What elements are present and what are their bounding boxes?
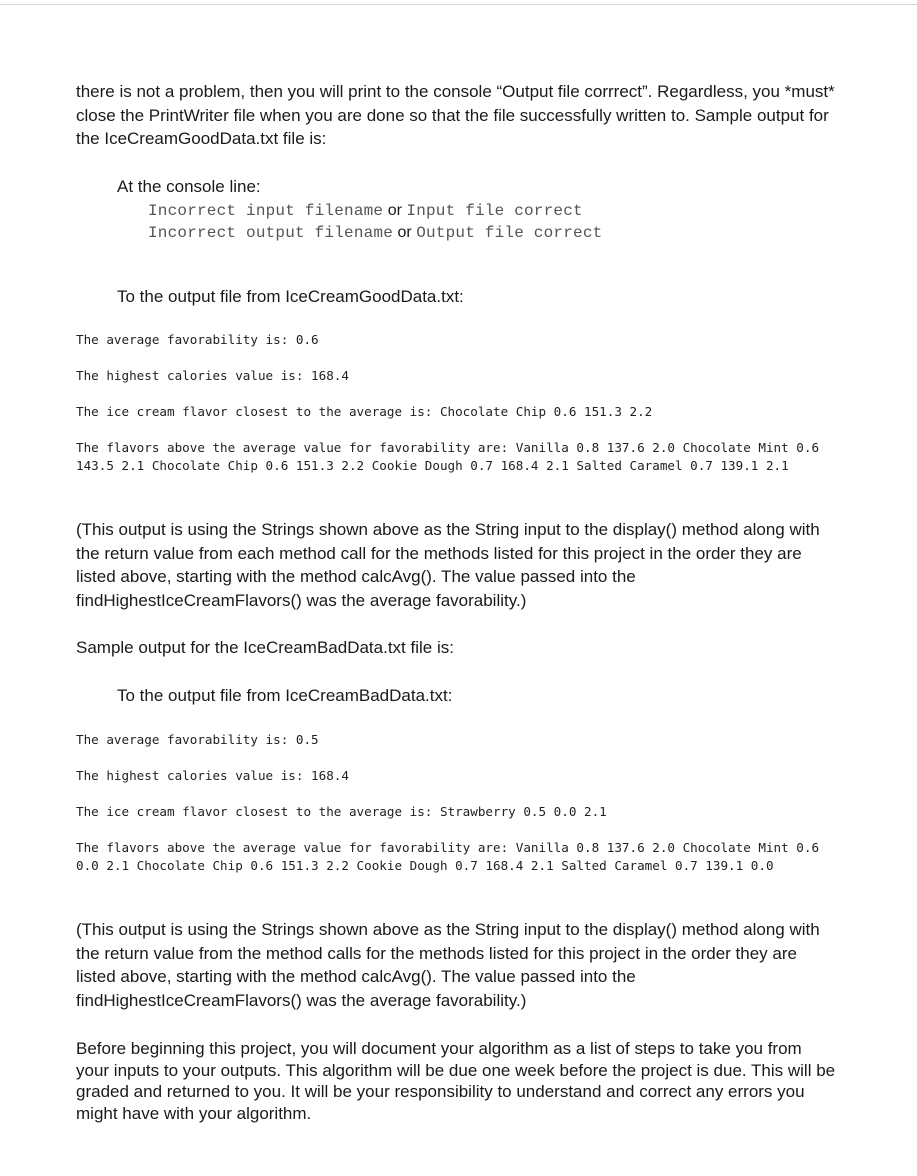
good-output-line: The average favorability is: 0.6 (76, 332, 319, 347)
good-output-heading: To the output file from IceCreamGoodData.txt: (117, 287, 464, 306)
console-output-error: Incorrect output filename (148, 224, 394, 242)
bad-output-line: The flavors above the average value for favorability are: Vanilla 0.8 137.6 2.0 Chocolate Mint 0.6 0.0 2.1 Chocolate Chip 0.6 151.3 2.2 Cookie Dough 0.7 168.4 2.1 Salted Caramel 0.7 139.1 0.0 (76, 840, 820, 873)
bad-output-line: The ice cream flavor closest to the average is: Strawberry 0.5 0.0 2.1 (76, 804, 607, 819)
intro-paragraph: there is not a problem, then you will print to the console “Output file corrrect”. Regardless, you *must* close the PrintWriter file when you are done so that the file successfully written to. Sample output for the IceCreamGoodData.txt file is: (76, 82, 835, 148)
good-output-line: The flavors above the average value for favorability are: Vanilla 0.8 137.6 2.0 Chocolate Mint 0.6 143.5 2.1 Chocolate Chip 0.6 151.3 2.2 Cookie Dough 0.7 168.4 2.1 Salted Caramel 0.7 139.1 2.1 (76, 440, 820, 473)
bad-output-note: (This output is using the Strings shown above as the String input to the display() method along with the return value from the method calls for the methods listed for this project in the order they are listed above, starting with the method calcAvg(). The value passed into the findHighestIceCreamFlavors() was the average favorability.) (76, 920, 820, 1010)
good-output-line: The highest calories value is: 168.4 (76, 368, 349, 383)
bad-sample-intro: Sample output for the IceCreamBadData.txt file is: (76, 638, 454, 657)
bad-output-line: The average favorability is: 0.5 (76, 732, 319, 747)
bad-output-line: The highest calories value is: 168.4 (76, 768, 349, 783)
console-output-ok: Output file correct (416, 224, 603, 242)
console-heading: At the console line: (117, 177, 261, 196)
bad-output-heading: To the output file from IceCreamBadData.txt: (117, 686, 453, 705)
page-top-border (0, 0, 918, 5)
closing-paragraph: Before beginning this project, you will document your algorithm as a list of steps to take you from your inputs to your outputs. This algorithm will be due one week before the project is due. This will be graded and returned to you. It will be your responsibility to understand and correct any errors you might have with your algorithm. (76, 1039, 836, 1123)
console-input-error: Incorrect input filename (148, 202, 384, 220)
good-output-note: (This output is using the Strings shown above as the String input to the display() method along with the return value from each method call for the methods listed for this project in the order they are listed above, starting with the method calcAvg(). The value passed into the findHighestIceCreamFlavors() was the average favorability.) (76, 520, 820, 610)
console-or-separator: or (387, 202, 402, 219)
console-input-ok: Input file correct (406, 202, 583, 220)
console-line-output (148, 222, 602, 244)
console-or-separator: or (397, 224, 412, 241)
good-output-line: The ice cream flavor closest to the average is: Chocolate Chip 0.6 151.3 2.2 (76, 404, 653, 419)
console-line-input (148, 200, 583, 222)
